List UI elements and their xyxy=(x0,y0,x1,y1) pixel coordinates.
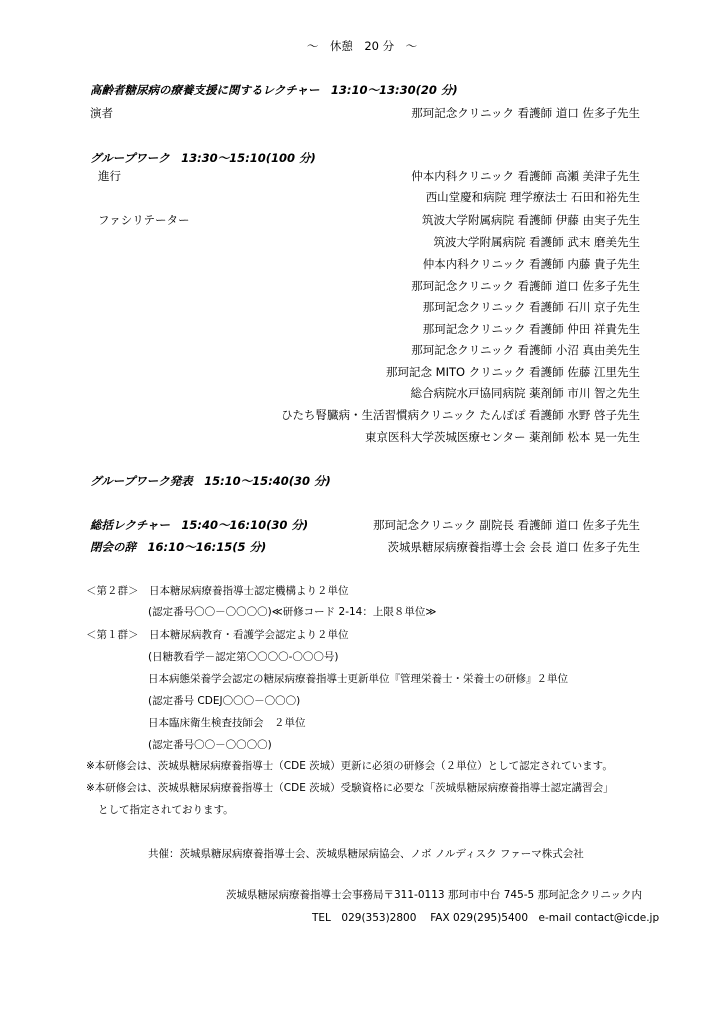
facilitator-1: 筑波大学附属病院 看護師 伊藤 由実子先生 xyxy=(422,213,640,227)
presentation-heading: グループワーク発表 15:10～15:40(30 分) xyxy=(90,474,331,488)
groupwork-heading: グループワーク 13:30～15:10(100 分) xyxy=(90,151,316,165)
note-line: ※本研修会は、茨城県糖尿病療養指導士（CDE 茨城）更新に必須の研修会（２単位）として認定されています。 xyxy=(86,760,613,772)
credit-line: 日本臨床衛生検査技師会 ２単位 xyxy=(148,717,306,729)
facilitator-11: 東京医科大学茨城医療センター 薬剤師 松本 晃一先生 xyxy=(364,430,640,444)
note-line: として指定されております。 xyxy=(98,804,234,816)
closing-speaker: 茨城県糖尿病療養指導士会 会長 道口 佐多子先生 xyxy=(387,540,640,554)
facilitator-2: 筑波大学附属病院 看護師 武末 磨美先生 xyxy=(433,235,640,249)
cohost-line: 共催：茨城県糖尿病療養指導士会、茨城県糖尿病協会、ノボ ノルディスク ファーマ株式会社 xyxy=(148,848,584,860)
closing-heading: 閉会の辞 16:10～16:15(5 分) xyxy=(90,540,267,554)
facilitator-6: 那珂記念クリニック 看護師 仲田 祥貴先生 xyxy=(422,322,640,336)
credit-line: ＜第１群＞ 日本糖尿病教育・看護学会認定より２単位 xyxy=(86,629,349,641)
lecture1-speaker: 那珂記念クリニック 看護師 道口 佐多子先生 xyxy=(411,106,640,120)
lecture1-heading: 高齢者糖尿病の療養支援に関するレクチャー 13:10～13:30(20 分) xyxy=(90,83,458,97)
credit-line: ＜第２群＞ 日本糖尿病療養指導士認定機構より２単位 xyxy=(86,585,349,597)
note-line: ※本研修会は、茨城県糖尿病療養指導士（CDE 茨城）受験資格に必要な「茨城県糖尿病療養指導士認定講習会」 xyxy=(86,782,614,794)
moderator-2: 西山堂慶和病院 理学療法士 石田和裕先生 xyxy=(425,190,640,204)
credit-line: (認定番号〇〇－〇〇〇〇) xyxy=(148,739,272,751)
office-address: 茨城県糖尿病療養指導士会事務局〒311-0113 那珂市中台 745-5 那珂記念クリニック内 xyxy=(226,889,642,901)
facilitator-7: 那珂記念クリニック 看護師 小沼 真由美先生 xyxy=(411,343,640,357)
moderator-1: 仲本内科クリニック 看護師 高瀬 美津子先生 xyxy=(411,169,640,183)
lecture1-speaker-label: 演者 xyxy=(90,106,113,120)
credit-line: (認定番号〇〇－〇〇〇〇)≪研修コード 2-14：上限８単位≫ xyxy=(148,606,437,618)
summary-heading: 総括レクチャー 15:40～16:10(30 分) xyxy=(90,518,309,532)
credit-line: (日糖教看学－認定第〇〇〇〇-〇〇〇号) xyxy=(148,651,339,663)
facilitator-8: 那珂記念 MITO クリニック 看護師 佐藤 江里先生 xyxy=(386,365,640,379)
credit-line: (認定番号 CDEJ〇〇〇－〇〇〇) xyxy=(148,695,301,707)
facilitator-5: 那珂記念クリニック 看護師 石川 京子先生 xyxy=(422,300,640,314)
facilitator-9: 総合病院水戸協同病院 薬剤師 市川 智之先生 xyxy=(410,386,640,400)
moderator-label: 進行 xyxy=(98,169,121,183)
facilitator-4: 那珂記念クリニック 看護師 道口 佐多子先生 xyxy=(411,279,640,293)
credit-line: 日本病態栄養学会認定の糖尿病療養指導士更新単位『管理栄養士・栄養士の研修』２単位 xyxy=(148,673,568,685)
facilitator-3: 仲本内科クリニック 看護師 内藤 貴子先生 xyxy=(422,257,640,271)
facilitator-label: ファシリテーター xyxy=(98,213,190,227)
summary-speaker: 那珂記念クリニック 副院長 看護師 道口 佐多子先生 xyxy=(373,518,640,532)
facilitator-10: ひたち腎臓病・生活習慣病クリニック たんぽぽ 看護師 水野 啓子先生 xyxy=(281,408,640,422)
break-line: ～ 休憩 20 分 ～ xyxy=(306,39,418,53)
contact-info: TEL 029(353)2800 FAX 029(295)5400 e-mail contact@icde.jp xyxy=(312,912,660,924)
